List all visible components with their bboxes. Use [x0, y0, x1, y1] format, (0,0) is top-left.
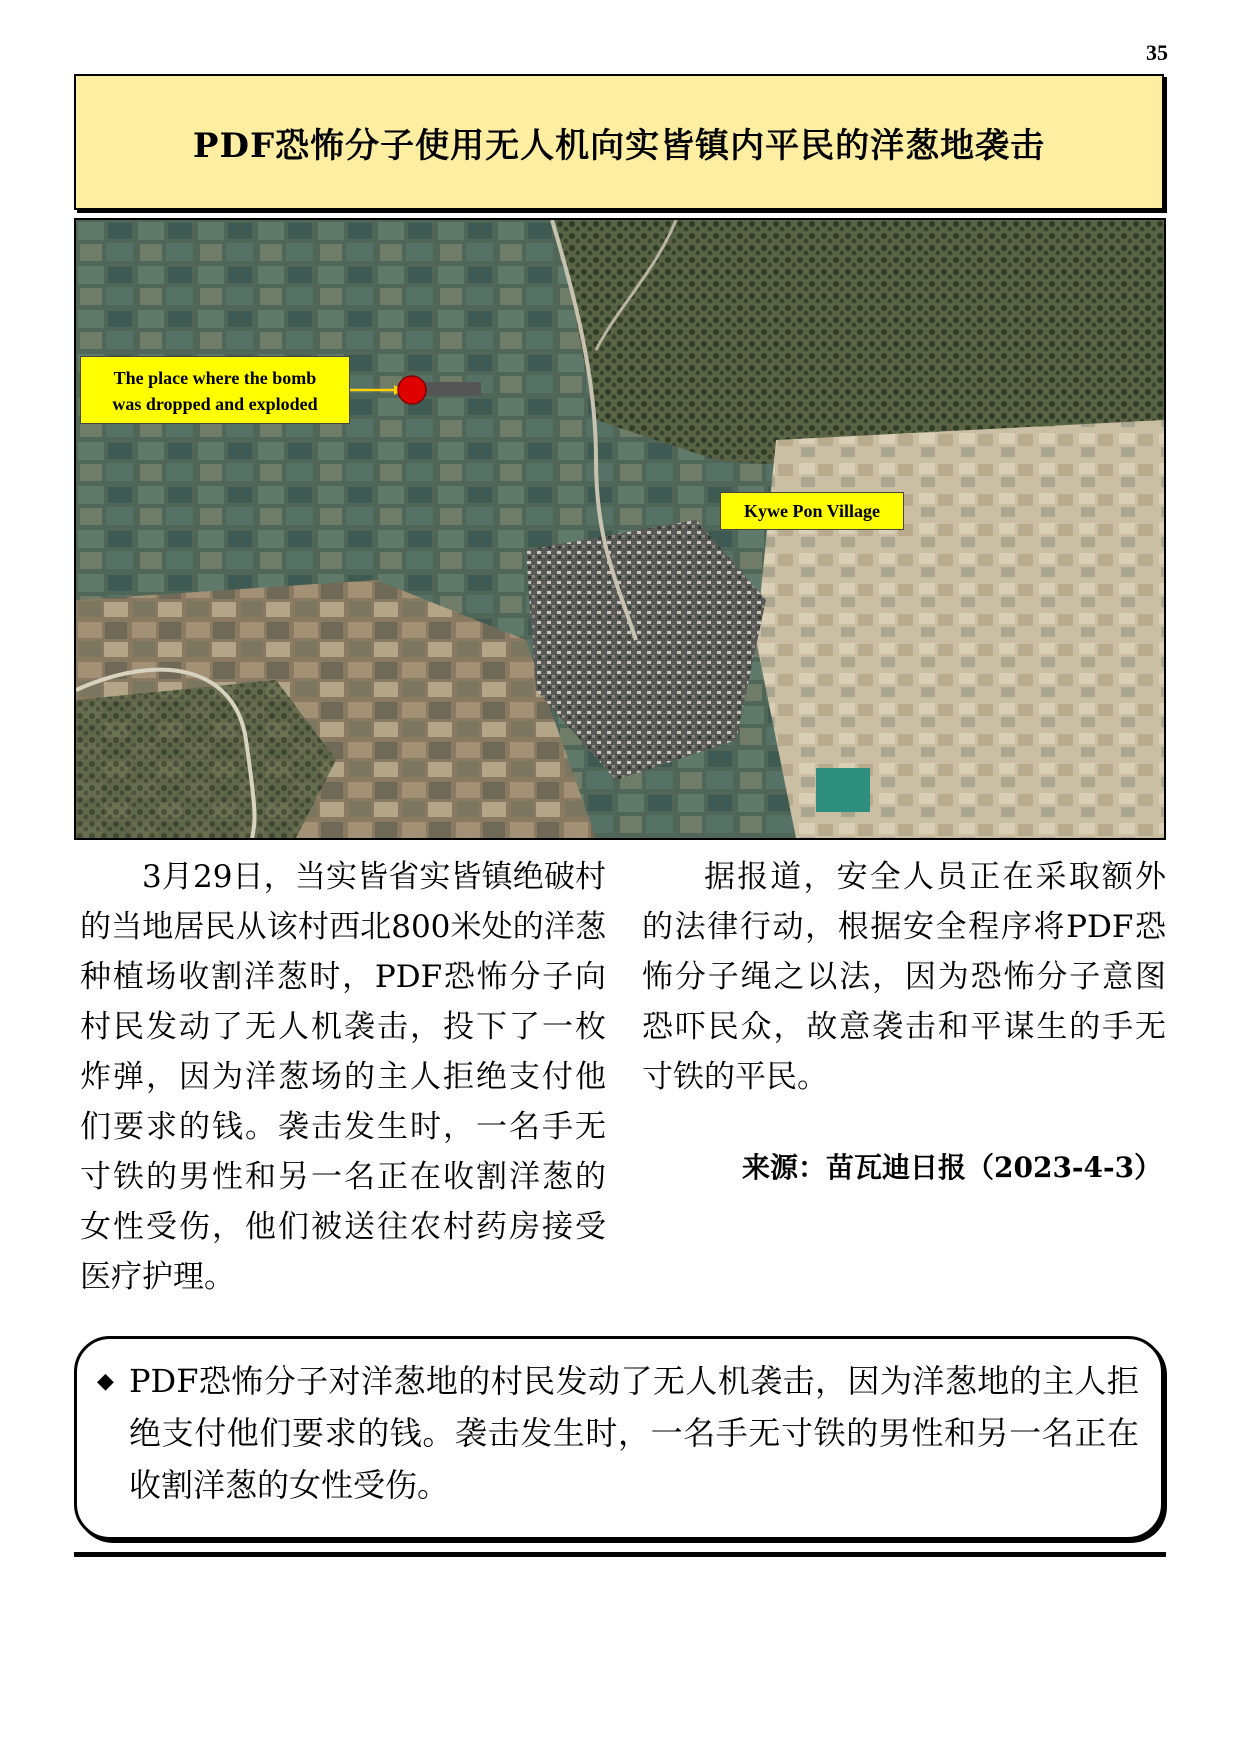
article-left-column	[80, 852, 606, 1302]
bullet-diamond-icon: ◆	[97, 1369, 114, 1394]
bomb-label-line1: The place where the bomb	[113, 368, 317, 388]
article-right-column	[642, 852, 1166, 1102]
bomb-site-label	[80, 356, 350, 424]
page-title: PDF恐怖分子使用无人机向实皆镇内平民的洋葱地袭击	[192, 125, 1046, 166]
page-number: 35	[1146, 40, 1168, 65]
source-citation: 来源：苗瓦迪日报（2023-4-3）	[742, 1151, 1163, 1184]
summary-text: PDF恐怖分子对洋葱地的村民发动了无人机袭击，因为洋葱地的主人拒绝支付他们要求的钱。袭击发生时，一名手无寸铁的男性和另一名正在收割洋葱的女性受伤。	[129, 1362, 1139, 1504]
satellite-image	[76, 220, 1164, 838]
village-label: Kywe Pon Village	[720, 492, 904, 530]
satellite-map	[74, 218, 1166, 840]
bomb-marker	[398, 376, 426, 404]
article-paragraph-left: 3月29日，当实皆省实皆镇绝破村的当地居民从该村西北800米处的洋葱种植场收割洋葱时，PDF恐怖分子向村民发动了无人机袭击，投下了一枚炸弹，因为洋葱场的主人拒绝支付他们要求的钱。袭击发生时，一名手无寸铁的男性和另一名正在收割洋葱的女性受伤，他们被送往农村药房接受医疗护理。	[80, 859, 606, 1295]
bottom-divider	[74, 1552, 1166, 1557]
summary-box	[74, 1336, 1164, 1540]
bomb-label-line2: was dropped and exploded	[112, 394, 318, 414]
title-banner	[74, 74, 1164, 210]
article-paragraph-right: 据报道，安全人员正在采取额外的法律行动，根据安全程序将PDF恐怖分子绳之以法，因为恐怖分子意图恐吓民众，故意袭击和平谋生的手无寸铁的平民。	[642, 859, 1166, 1095]
